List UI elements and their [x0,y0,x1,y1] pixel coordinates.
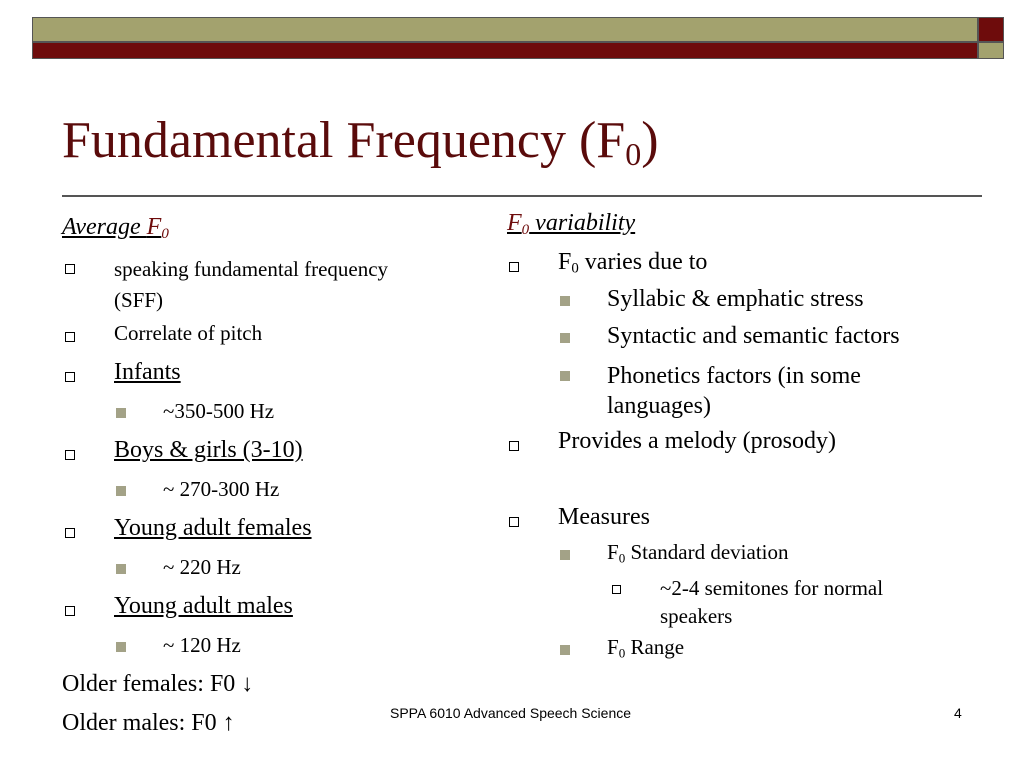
bullet-hollow-icon [65,332,75,342]
sub-item: ~ 120 Hz [163,633,241,657]
left-heading: Average $F_0$ [62,214,169,242]
bullet-square-icon [116,486,126,496]
list-item-measures: Measures [558,504,650,530]
sub-item: ~ 220 Hz [163,555,241,579]
sub-item: Syntactic and semantic factors [607,323,900,349]
bullet-square-icon [560,550,570,560]
header-bar-red [32,42,978,59]
bullet-square-icon [560,296,570,306]
header-bar-olive [32,17,978,42]
sub-item: Syllabic & emphatic stress [607,286,864,312]
older-females: Older females: F0 ↓ [62,671,254,697]
header-square-red [978,17,1004,42]
bullet-hollow-icon [509,262,519,272]
footer-page-number: 4 [954,705,962,721]
list-item-boys-girls: Boys & girls (3-10) [114,437,303,463]
list-item-infants: Infants [114,359,181,385]
footer-course: SPPA 6010 Advanced Speech Science [390,705,632,721]
list-item-young-females: Young adult females [114,515,312,541]
bullet-hollow-icon [509,517,519,527]
slide-title: Fundamental Frequency $(F_0)$ [62,112,659,172]
list-item: speaking fundamental frequency (SFF) [114,257,389,312]
sub-item-range: $F_0$ Range [607,635,685,661]
bullet-hollow-icon [612,585,621,594]
sub-sub-item: ~2-4 semitones for normal speakers [660,576,884,628]
bullet-hollow-icon [65,606,75,616]
sub-item: Phonetics factors (in some languages) [607,363,861,419]
bullet-hollow-icon [65,450,75,460]
bullet-square-icon [116,408,126,418]
list-item-melody: Provides a melody (prosody) [558,428,836,454]
bullet-square-icon [560,645,570,655]
list-item: Correlate of pitch [114,321,263,345]
bullet-hollow-icon [65,528,75,538]
right-heading: $F_0$ variability [507,210,636,238]
bullet-square-icon [116,564,126,574]
sub-item-sd: $F_0$ Standard deviation [607,540,789,566]
bullet-hollow-icon [65,372,75,382]
sub-item: ~350-500 Hz [163,399,275,423]
bullet-hollow-icon [509,441,519,451]
bullet-square-icon [116,642,126,652]
header-square-olive [978,42,1004,59]
list-item-varies: $F_0$ varies due to [558,249,708,277]
bullet-square-icon [560,333,570,343]
older-males: Older males: F0 ↑ [62,710,235,736]
bullet-square-icon [560,371,570,381]
title-divider [62,195,982,197]
bullet-hollow-icon [65,264,75,274]
list-item-young-males: Young adult males [114,593,293,619]
sub-item: ~ 270-300 Hz [163,477,280,501]
